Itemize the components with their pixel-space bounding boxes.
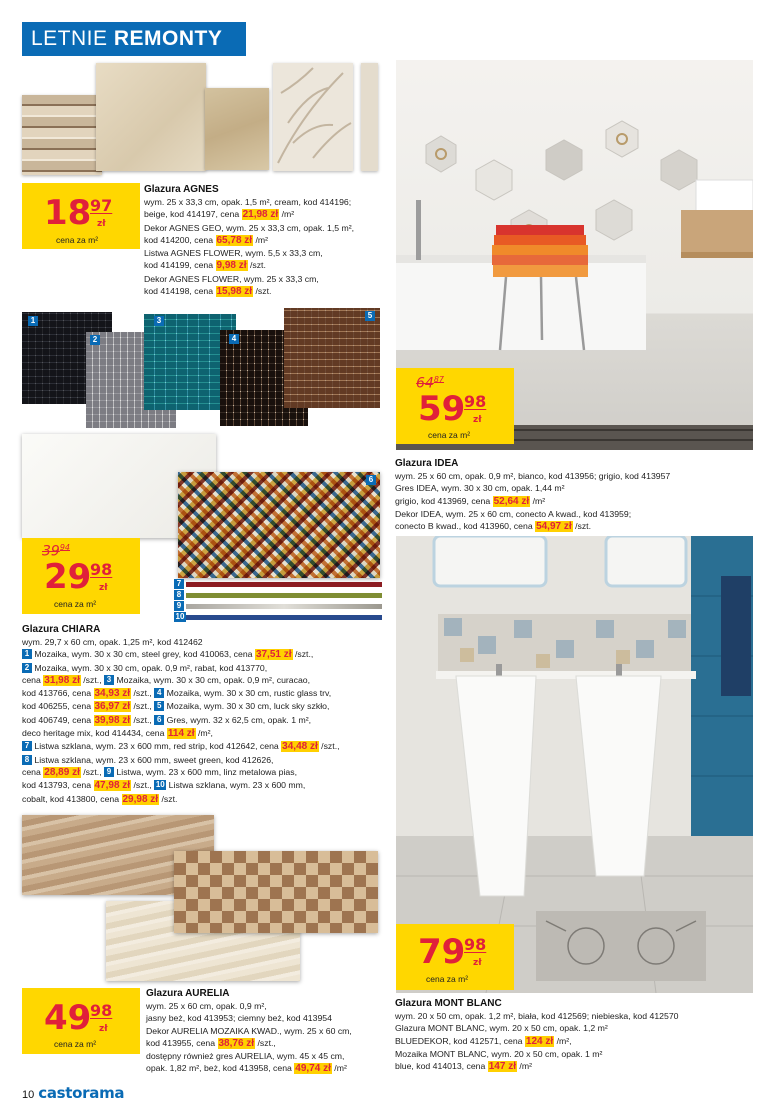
chiara-price-highlight: 29,98 zł (122, 793, 159, 805)
idea-price-highlight: 54,97 zł (536, 521, 572, 533)
aurelia-price-decimal: 98 (90, 1001, 113, 1020)
agnes-listwa (361, 63, 378, 171)
aurelia-line: dostępny również gres AURELIA, wym. 45 x 45 cm, (146, 1051, 345, 1062)
chiara-price-highlight: 47,98 zł (94, 780, 131, 792)
montblanc-price-integer: 79 (418, 932, 466, 972)
aurelia-price-highlight: 49,74 zł (295, 1063, 331, 1075)
chiara-line: 1 Mozaika, wym. 30 x 30 cm, steel grey, kod 410063, cena 37,51 zł /szt., (22, 648, 392, 661)
aurelia-price-integer: 49 (44, 998, 92, 1038)
item-number: 4 (154, 688, 164, 698)
item-number: 3 (104, 675, 114, 685)
chiara-price-highlight: 36,97 zł (94, 701, 131, 713)
idea-price-currency: zł (473, 415, 482, 425)
aurelia-title: Glazura AURELIA (146, 988, 230, 999)
mosaic-luck-sky (284, 308, 380, 408)
listwa-cobalt (186, 615, 382, 620)
chiara-title: Glazura CHIARA (22, 624, 101, 635)
montblanc-title: Glazura MONT BLANC (395, 998, 502, 1009)
idea-price-tag (396, 368, 514, 444)
idea-description (395, 457, 765, 533)
chiara-price-highlight: 39,98 zł (94, 714, 131, 726)
chiara-line: kod 413766, cena 34,93 zł /szt., 4 Mozaika, wym. 30 x 30 cm, rustic glass trv, (22, 688, 332, 700)
chiara-line: 7 Listwa szklana, wym. 23 x 600 mm, red strip, kod 412642, cena 34,48 zł /szt., (22, 740, 392, 753)
header-word-1: LETNIE (31, 27, 108, 50)
chiara-line: kod 406255, cena 36,97 zł /szt., 5 Mozaika, wym. 30 x 30 cm, luck sky szkło, (22, 701, 330, 713)
agnes-price-highlight: 15,98 zł (216, 286, 253, 298)
section-header (22, 22, 246, 56)
chiara-line: kod 413793, cena 47,98 zł /szt., 10 Listwa szklana, wym. 23 x 600 mm, (22, 780, 306, 792)
chiara-old-price: $39^{94}$ (42, 543, 71, 560)
agnes-price-currency: zł (97, 219, 106, 229)
item-number: 8 (22, 755, 32, 765)
page-number: 10 (22, 1089, 35, 1101)
agnes-price-highlight: 9,98 zł (216, 260, 247, 272)
chiara-line: cena 28,89 zł /szt., 9 Listwa, wym. 23 x 600 mm, linz metalowa pias, (22, 766, 298, 778)
agnes-line: kod 414200, cena 65,78 zł /m² (144, 234, 269, 246)
chiara-badge: 4 (229, 334, 239, 344)
idea-line: Gres IDEA, wym. 30 x 30 cm, opak. 1,44 m² (395, 483, 565, 494)
page-footer (22, 1084, 124, 1102)
chiara-price-currency: zł (99, 583, 108, 593)
montblanc-description (395, 997, 765, 1073)
montblanc-line: Mozaika MONT BLANC, wym. 20 x 50 cm, opak. 1 m² (395, 1048, 603, 1059)
agnes-flower-decor (273, 63, 353, 171)
item-number: 1 (22, 649, 32, 659)
montblanc-line: Glazura MONT BLANC, wym. 20 x 50 cm, opak. 1,2 m² (395, 1023, 608, 1034)
aurelia-price-unit: cena za m² (54, 1039, 97, 1049)
idea-old-price: $64^{87}$ (416, 375, 445, 392)
chiara-line: 2 Mozaika, wym. 30 x 30 cm, opak. 0,9 m², rabat, kod 413770, (22, 662, 392, 674)
chiara-line: deco heritage mix, kod 414434, cena 114 zł /m², (22, 728, 213, 740)
agnes-price-tag (22, 183, 140, 249)
idea-title: Glazura IDEA (395, 458, 459, 469)
idea-price-integer: 59 (418, 389, 466, 429)
listwa-sweet-green (186, 593, 382, 598)
idea-line: Dekor IDEA, wym. 25 x 60 cm, conecto A kwad., kod 413959; (395, 508, 632, 519)
aurelia-price-tag (22, 988, 140, 1054)
header-word-2: REMONTY (113, 27, 223, 50)
chiara-badge: 9 (174, 601, 184, 611)
item-number: 6 (154, 715, 164, 725)
agnes-line: beige, kod 414197, cena 21,98 zł /m² (144, 209, 295, 221)
aurelia-description (146, 987, 391, 1076)
aurelia-price-highlight: 38,76 zł (218, 1037, 255, 1049)
chiara-price-highlight: 114 zł (167, 728, 195, 740)
agnes-line: kod 414198, cena 15,98 zł /szt. (144, 286, 272, 298)
agnes-description (144, 183, 390, 298)
chiara-badge: 6 (366, 475, 376, 485)
chiara-badge: 5 (365, 311, 375, 321)
chiara-badge: 1 (28, 316, 38, 326)
idea-line: conecto B kwad., kod 413960, cena 54,97 zł /szt. (395, 521, 591, 533)
agnes-tiles-image (22, 60, 380, 180)
listwa-red-strip (186, 582, 382, 587)
montblanc-price-highlight: 147 zł (488, 1061, 516, 1073)
agnes-price-integer: 18 (44, 193, 92, 233)
chiara-price-highlight: 37,51 zł (255, 649, 292, 661)
aurelia-line: opak. 1,82 m², beż, kod 413958, cena 49,74 zł /m² (146, 1063, 347, 1075)
chiara-price-unit: cena za m² (54, 599, 97, 609)
chiara-gres-patchwork (178, 472, 380, 578)
chiara-price-highlight: 31,98 zł (44, 674, 80, 686)
aurelia-line: jasny beż, kod 413953; ciemny beż, kod 413954 (146, 1013, 332, 1024)
agnes-title: Glazura AGNES (144, 184, 219, 195)
montblanc-price-tag (396, 924, 514, 990)
chiara-price-tag (22, 538, 140, 614)
aurelia-price-currency: zł (99, 1024, 108, 1034)
agnes-price-highlight: 65,78 zł (216, 234, 253, 246)
item-number: 5 (154, 701, 164, 711)
idea-price-highlight: 52,64 zł (493, 495, 530, 507)
chiara-mosaics-image (22, 308, 382, 428)
chiara-price-highlight: 28,89 zł (44, 766, 80, 778)
agnes-price-highlight: 21,98 zł (242, 209, 279, 221)
montblanc-price-unit: cena za m² (426, 974, 469, 984)
chiara-line: cena 31,98 zł /szt., 3 Mozaika, wym. 30 x 30 cm, opak. 0,9 m², curacao, (22, 674, 311, 686)
item-number: 9 (104, 767, 114, 777)
idea-price-unit: cena za m² (428, 430, 471, 440)
item-number: 10 (155, 780, 165, 790)
chiara-price-highlight: 34,93 zł (94, 688, 131, 700)
agnes-price-unit: cena za m² (56, 235, 99, 245)
listwa-linz-metal (186, 604, 382, 609)
chiara-price-highlight: 34,48 zł (282, 741, 318, 753)
agnes-price-decimal: 97 (90, 196, 113, 215)
aurelia-line: wym. 25 x 60 cm, opak. 0,9 m², (146, 1001, 267, 1011)
chiara-badge: 10 (175, 612, 185, 621)
idea-price-decimal: 98 (464, 392, 487, 411)
aurelia-mosaic-decor (174, 851, 378, 933)
aurelia-line: kod 413955, cena 38,76 zł /szt., (146, 1037, 276, 1049)
agnes-line: kod 414199, cena 9,98 zł /szt. (144, 260, 266, 272)
chiara-price-decimal: 98 (90, 560, 113, 579)
montblanc-price-decimal: 98 (464, 935, 487, 954)
chiara-line: kod 406749, cena 39,98 zł /szt., 6 Gres, wym. 32 x 62,5 cm, opak. 1 m², (22, 714, 312, 726)
agnes-line: Listwa AGNES FLOWER, wym. 5,5 x 33,3 cm, (144, 248, 323, 259)
aurelia-tiles-image (22, 815, 382, 985)
agnes-mosaic-strip (22, 95, 102, 175)
chiara-description (22, 623, 392, 806)
chiara-price-integer: 29 (44, 557, 92, 597)
agnes-travertine-tile (205, 88, 269, 170)
chiara-badge: 3 (154, 316, 164, 326)
item-number: 7 (22, 741, 32, 751)
idea-line: wym. 25 x 60 cm, opak. 0,9 m², bianco, kod 413956; grigio, kod 413957 (395, 471, 671, 481)
montblanc-price-highlight: 124 zł (525, 1035, 554, 1047)
montblanc-line: wym. 20 x 50 cm, opak. 1,2 m², biała, kod 412569; niebieska, kod 412570 (395, 1011, 679, 1021)
montblanc-line: BLUEDEKOR, kod 412571, cena 124 zł /m², (395, 1035, 572, 1047)
chiara-line: cobalt, kod 413800, cena 29,98 zł /szt. (22, 793, 178, 805)
chiara-badge: 2 (90, 335, 100, 345)
chiara-badge: 7 (174, 579, 184, 589)
aurelia-line: Dekor AURELIA MOZAIKA KWAD., wym. 25 x 60 cm, (146, 1025, 352, 1036)
chiara-line: wym. 29,7 x 60 cm, opak. 1,25 m², kod 412462 (22, 637, 203, 647)
montblanc-price-currency: zł (473, 958, 482, 968)
agnes-line: Dekor AGNES GEO, wym. 25 x 33,3 cm, opak. 1,5 m², (144, 222, 355, 233)
idea-line: grigio, kod 413969, cena 52,64 zł /m² (395, 495, 546, 507)
agnes-beige-tile (96, 63, 206, 171)
chiara-line: 8 Listwa szklana, wym. 23 x 600 mm, sweet green, kod 412626, (22, 754, 392, 766)
agnes-line: wym. 25 x 33,3 cm, opak. 1,5 m², cream, kod 414196; (144, 197, 352, 207)
item-number: 2 (22, 663, 32, 673)
brand-logo: castorama (38, 1084, 125, 1102)
agnes-line: Dekor AGNES FLOWER, wym. 25 x 33,3 cm, (144, 273, 319, 284)
montblanc-line: blue, kod 414013, cena 147 zł /m² (395, 1061, 532, 1073)
chiara-badge: 8 (174, 590, 184, 600)
